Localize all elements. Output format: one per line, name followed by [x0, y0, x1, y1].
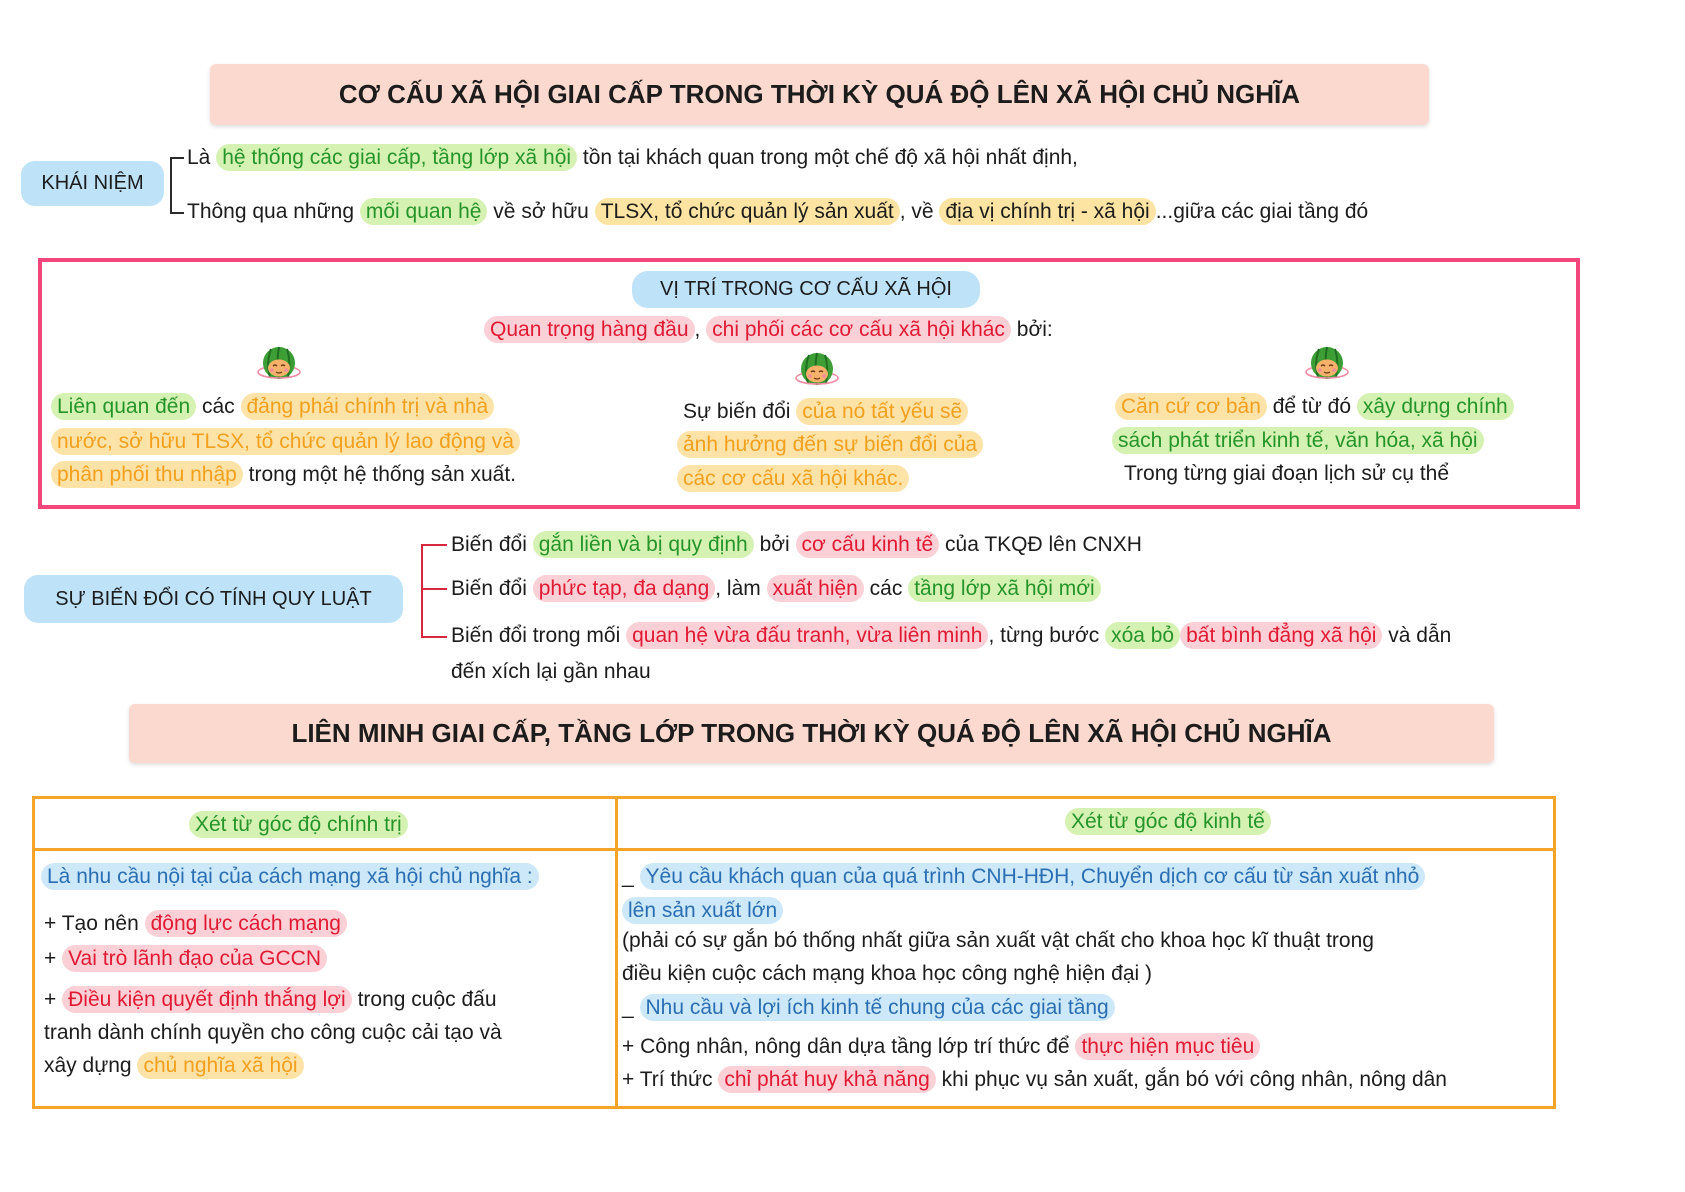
- table-header-economic: [1065, 807, 1271, 837]
- change-line-2: [451, 574, 1101, 604]
- highlight-red: phức tạp, đa dạng: [533, 575, 716, 602]
- highlight-orange: ảnh hưởng đến sự biến đổi của: [677, 431, 983, 458]
- position-col2-line-3: [677, 464, 909, 494]
- change-line-3: [451, 621, 1451, 651]
- text-segment: Trong từng giai đoạn lịch sử cụ thể: [1124, 462, 1450, 485]
- table-header-divider: [32, 848, 1556, 851]
- text-segment: _: [622, 996, 640, 1019]
- change-bracket: [421, 544, 423, 638]
- header-political-label: Xét từ góc độ chính trị: [189, 811, 408, 838]
- text-segment: khi phục vụ sản xuất, gắn bó với công nhân, nông dân: [935, 1068, 1447, 1091]
- text-segment: Là: [187, 146, 217, 169]
- change-line-1: [451, 530, 1142, 560]
- position-col2-line-1: [683, 397, 968, 427]
- economic-line-3: [622, 926, 1374, 956]
- text-segment: các: [863, 577, 909, 600]
- highlight-orange: Căn cứ cơ bản: [1115, 393, 1267, 420]
- text-segment: + Công nhân, nông dân dựa tầng lớp trí thức để: [622, 1035, 1076, 1058]
- political-line-1: [41, 862, 539, 892]
- title-class-alliance: LIÊN MINH GIAI CẤP, TẦNG LỚP TRONG THỜI KỲ QUÁ ĐỘ LÊN XÃ HỘI CHỦ NGHĨA: [129, 704, 1494, 763]
- highlight-green: xây dựng chính: [1357, 393, 1514, 420]
- text-segment: , về: [899, 200, 940, 223]
- watermelon-icon: [256, 342, 302, 388]
- highlight-green: tầng lớp xã hội mới: [908, 575, 1100, 602]
- highlight-yellow: địa vị chính trị - xã hội: [939, 198, 1155, 225]
- highlight-blue: lên sản xuất lớn: [622, 897, 783, 924]
- political-line-4: [44, 985, 497, 1015]
- highlight-red: chi phối các cơ cấu xã hội khác: [706, 316, 1011, 343]
- change-bracket-tick: [421, 636, 447, 638]
- text-segment: +: [44, 988, 63, 1011]
- text-segment: Biến đổi: [451, 533, 533, 556]
- economic-line-1: [622, 862, 1425, 892]
- highlight-red: cơ cấu kinh tế: [796, 531, 940, 558]
- title-social-class-structure: CƠ CẤU XÃ HỘI GIAI CẤP TRONG THỜI KỲ QUÁ ĐỘ LÊN XÃ HỘI CHỦ NGHĨA: [210, 64, 1429, 125]
- highlight-red: chỉ phát huy khả năng: [718, 1066, 936, 1093]
- highlight-red: động lực cách mạng: [145, 910, 347, 937]
- concept-label: KHÁI NIỆM: [21, 161, 164, 206]
- text-segment: Biến đổi: [451, 577, 533, 600]
- text-segment: , làm: [715, 577, 767, 600]
- position-col2-line-2: [677, 430, 983, 460]
- text-segment: và dẫn: [1382, 624, 1452, 647]
- text-segment: + Trí thức: [622, 1068, 719, 1091]
- text-segment: điều kiện cuộc cách mạng khoa học công nghệ hiện đại ): [622, 962, 1153, 985]
- text-segment: ,: [694, 318, 707, 341]
- highlight-blue: Nhu cầu và lợi ích kinh tế chung của các giai tầng: [640, 994, 1115, 1021]
- position-title: VỊ TRÍ TRONG CƠ CẤU XÃ HỘI: [632, 271, 980, 308]
- position-col1-line-2: [51, 427, 520, 457]
- concept-bracket: [170, 157, 184, 214]
- position-col1-line-1: [51, 392, 494, 422]
- text-segment: của TKQĐ lên CNXH: [939, 533, 1142, 556]
- concept-line-2: [187, 197, 1368, 227]
- highlight-red: Quan trọng hàng đầu: [484, 316, 695, 343]
- change-line-4: [451, 657, 651, 687]
- position-col3-line-2: [1112, 426, 1484, 456]
- concept-line-1: [187, 143, 1078, 173]
- text-segment: Biến đổi trong mối: [451, 624, 627, 647]
- text-segment: (phải có sự gắn bó thống nhất giữa sản xuất vật chất cho khoa học kĩ thuật trong: [622, 929, 1374, 952]
- watermelon-icon: [1304, 342, 1350, 388]
- text-segment: Thông qua những: [187, 200, 360, 223]
- highlight-red: Điều kiện quyết định thắng lợi: [62, 986, 352, 1013]
- highlight-orange: chủ nghĩa xã hội: [137, 1052, 303, 1079]
- economic-line-7: [622, 1065, 1447, 1095]
- text-segment: bởi: [753, 533, 796, 556]
- text-segment: trong cuộc đấu: [351, 988, 497, 1011]
- highlight-green: sách phát triển kinh tế, văn hóa, xã hội: [1112, 427, 1484, 454]
- highlight-blue: Là nhu cầu nội tại của cách mạng xã hội chủ nghĩa :: [41, 863, 539, 890]
- position-col1-line-3: [51, 460, 516, 490]
- position-col3-line-1: [1115, 392, 1514, 422]
- political-line-6: [44, 1051, 304, 1081]
- economic-line-4: [622, 959, 1152, 989]
- text-segment: tranh dành chính quyền cho công cuộc cải tạo và: [44, 1021, 502, 1044]
- highlight-orange: nước, sở hữu TLSX, tổ chức quản lý lao động và: [51, 428, 520, 455]
- highlight-orange: phân phối thu nhập: [51, 461, 243, 488]
- highlight-red: bất bình đẳng xã hội: [1180, 622, 1382, 649]
- economic-line-5: [622, 993, 1115, 1023]
- table-header-political: [189, 810, 408, 840]
- change-bracket-tick: [421, 544, 447, 546]
- text-segment: + Tạo nên: [44, 912, 145, 935]
- highlight-red: quan hệ vừa đấu tranh, vừa liên minh: [626, 622, 988, 649]
- table-column-divider: [615, 796, 618, 1109]
- highlight-green: xóa bỏ: [1105, 622, 1180, 649]
- highlight-orange: các cơ cấu xã hội khác.: [677, 465, 909, 492]
- political-line-2: [44, 909, 347, 939]
- text-segment: bởi:: [1010, 318, 1053, 341]
- economic-line-2: [622, 896, 783, 926]
- text-segment: để từ đó: [1266, 395, 1357, 418]
- highlight-red: xuất hiện: [767, 575, 864, 602]
- highlight-orange: của nó tất yếu sẽ: [796, 398, 968, 425]
- change-bracket-tick: [421, 588, 447, 590]
- highlight-green: hệ thống các giai cấp, tầng lớp xã hội: [216, 144, 577, 171]
- text-segment: về sở hữu: [487, 200, 595, 223]
- highlight-green: Liên quan đến: [51, 393, 196, 420]
- text-segment: ...giữa các giai tầng đó: [1155, 200, 1369, 223]
- text-segment: _: [622, 865, 640, 888]
- economic-line-6: [622, 1032, 1260, 1062]
- highlight-orange: đảng phái chính trị và nhà: [241, 393, 495, 420]
- highlight-green: mối quan hệ: [360, 198, 488, 225]
- highlight-blue: Yêu cầu khách quan của quá trình CNH-HĐH, Chuyển dịch cơ cấu từ sản xuất nhỏ: [640, 863, 1426, 890]
- text-segment: trong một hệ thống sản xuất.: [242, 463, 517, 486]
- highlight-green: gắn liền và bị quy định: [533, 531, 754, 558]
- text-segment: tồn tại khách quan trong một chế độ xã hội nhất định,: [577, 146, 1078, 169]
- text-segment: xây dựng: [44, 1054, 138, 1077]
- text-segment: Sự biến đổi: [683, 400, 797, 423]
- political-line-3: [44, 944, 327, 974]
- text-segment: đến xích lại gần nhau: [451, 660, 651, 683]
- position-col3-line-3: [1124, 459, 1449, 489]
- header-economic-label: Xét từ góc độ kinh tế: [1065, 808, 1271, 835]
- highlight-red: Vai trò lãnh đạo của GCCN: [62, 945, 327, 972]
- text-segment: +: [44, 947, 63, 970]
- text-segment: , từng bước: [988, 624, 1106, 647]
- highlight-red: thực hiện mục tiêu: [1075, 1033, 1260, 1060]
- change-label: SỰ BIẾN ĐỔI CÓ TÍNH QUY LUẬT: [24, 575, 403, 623]
- watermelon-icon: [794, 348, 840, 394]
- political-line-5: [44, 1018, 502, 1048]
- highlight-yellow: TLSX, tổ chức quản lý sản xuất: [595, 198, 900, 225]
- position-lead: [484, 315, 1053, 345]
- text-segment: các: [196, 395, 241, 418]
